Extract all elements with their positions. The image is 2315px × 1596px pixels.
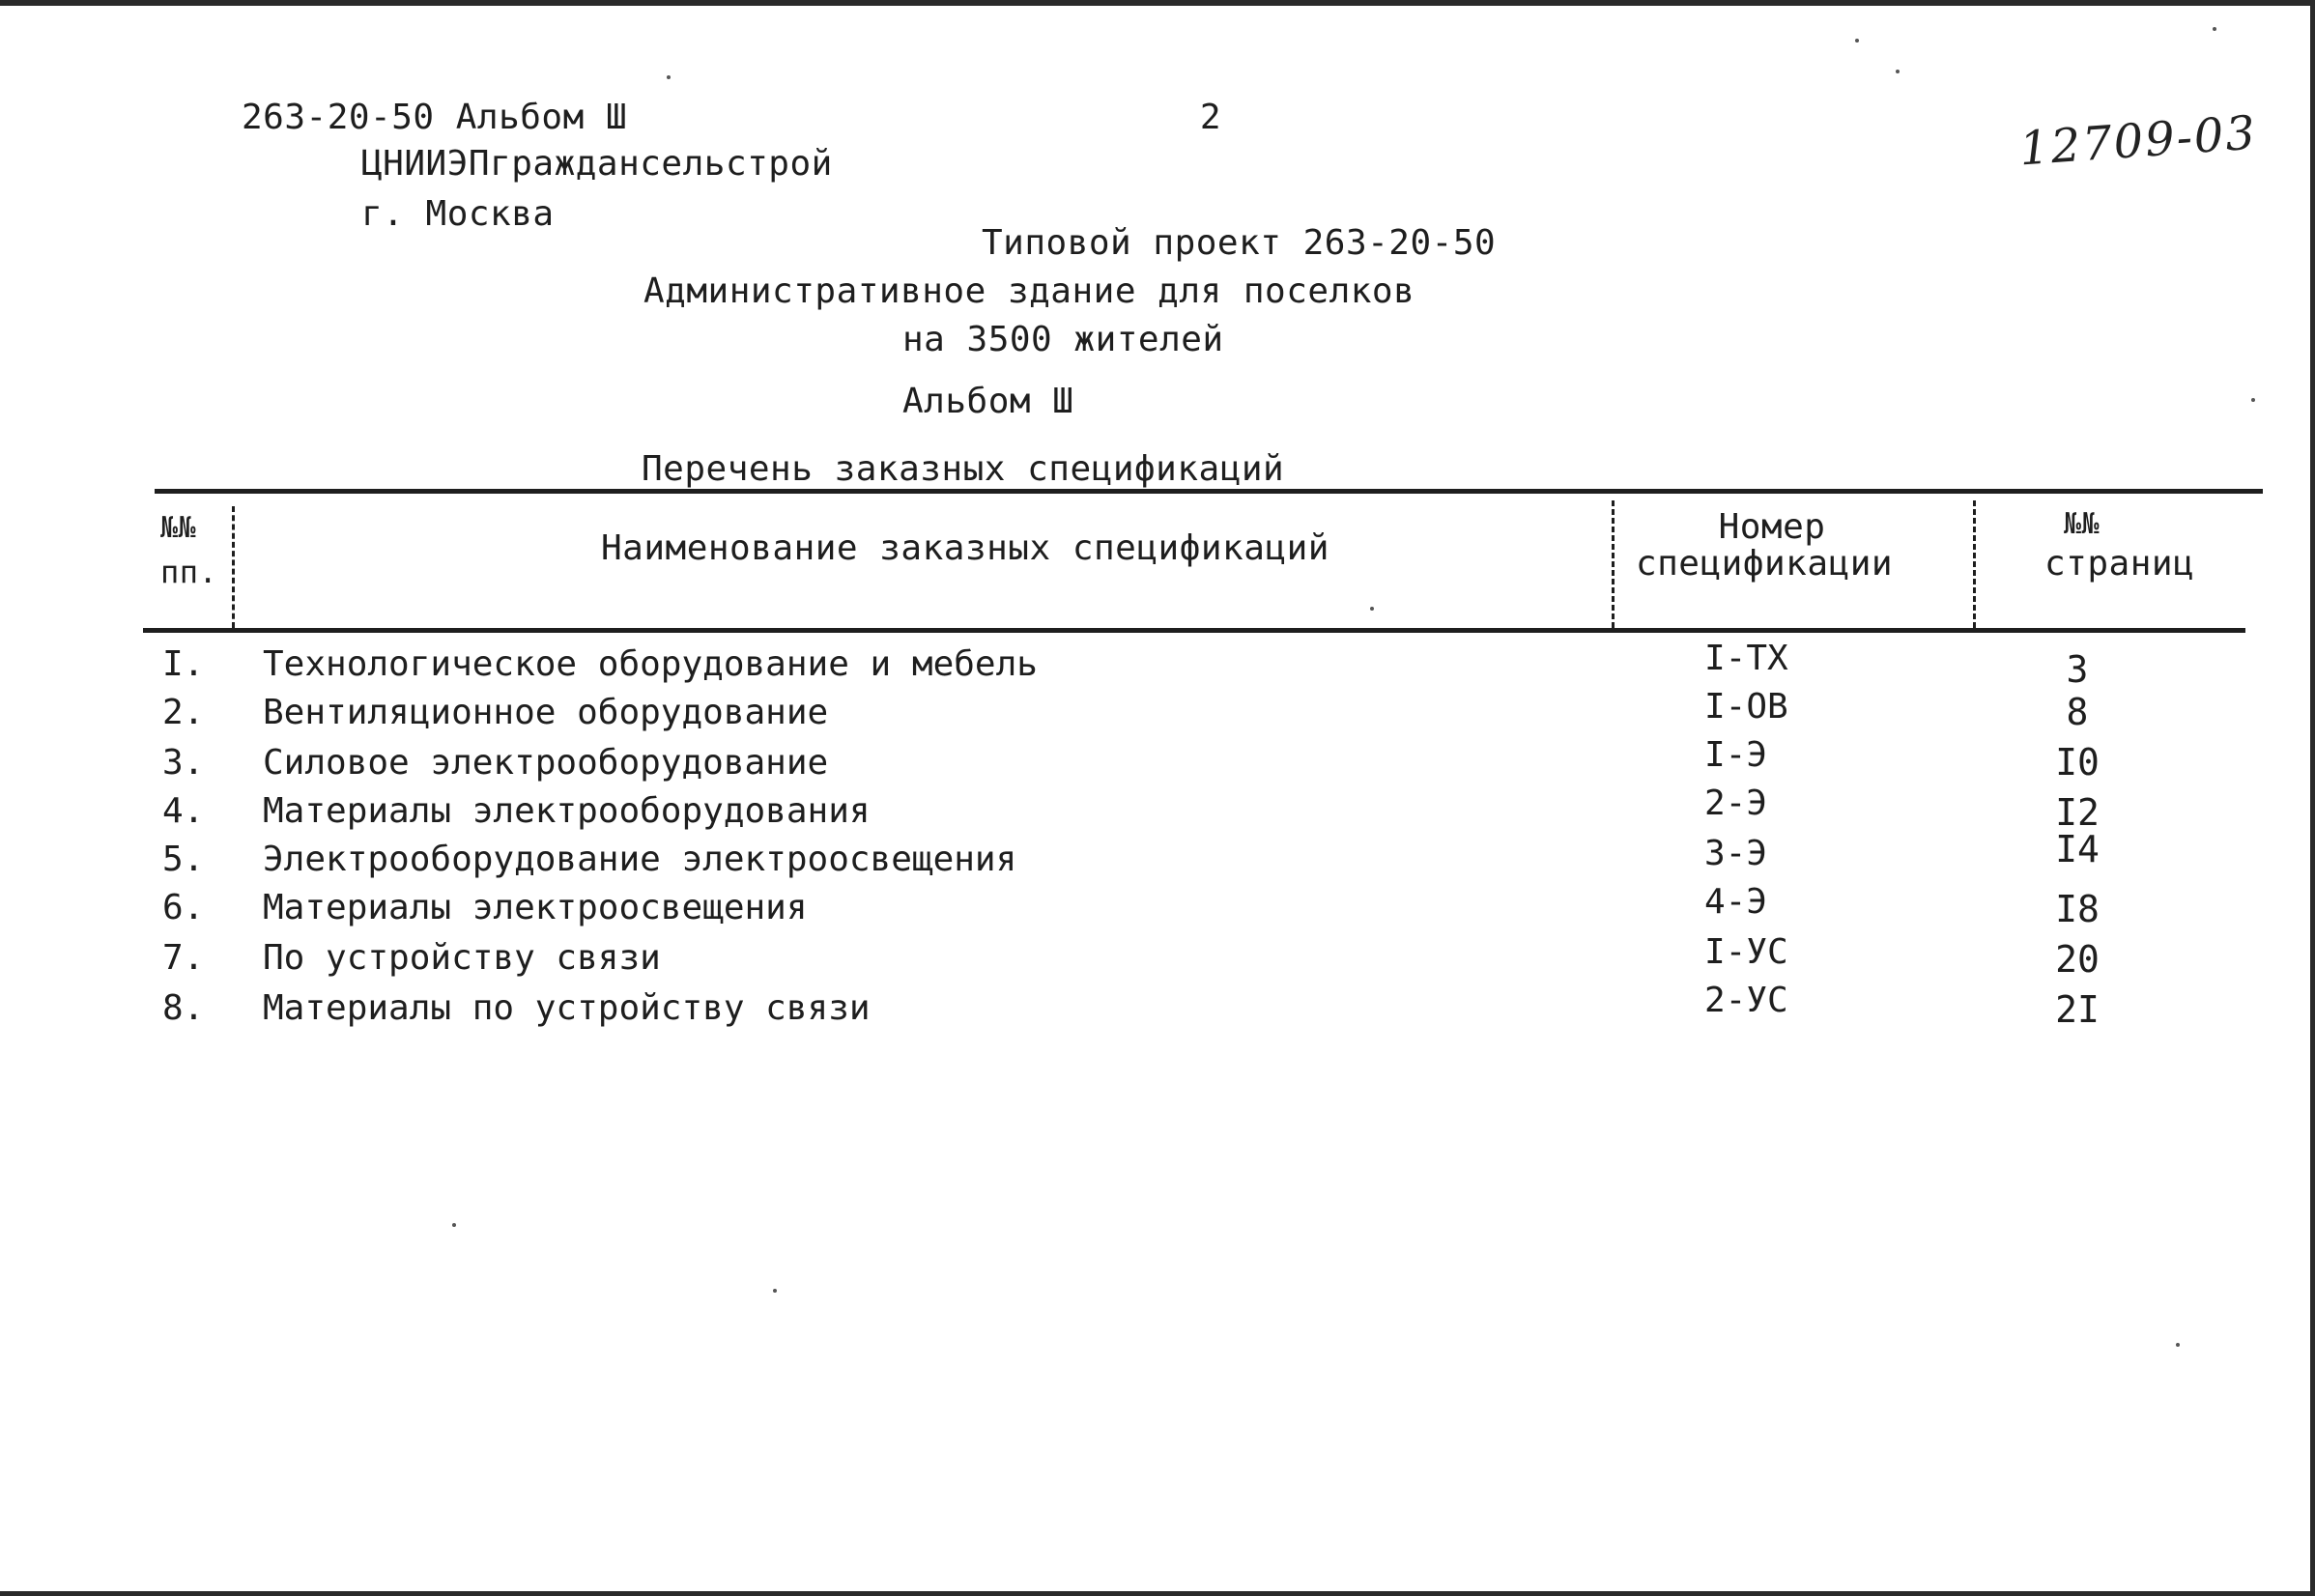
row-name: Технологическое оборудование и мебель	[263, 644, 1038, 684]
column-header-num-line1: №№	[160, 511, 197, 545]
column-header-spec-line1: Номер	[1718, 507, 1826, 547]
list-title: Перечень заказных спецификаций	[642, 449, 1285, 489]
scan-speck	[2176, 1343, 2180, 1347]
scan-speck	[773, 1289, 777, 1293]
scan-speck	[1370, 607, 1374, 611]
row-page: 2I	[2055, 988, 2100, 1031]
row-page: I4	[2055, 828, 2100, 870]
series-album-label: 263-20-50 Альбом Ш	[242, 98, 628, 137]
table-header-bottom-rule	[143, 628, 2245, 633]
project-line: Типовой проект 263-20-50	[982, 223, 1497, 263]
row-name: Материалы электрооборудования	[263, 791, 871, 831]
row-number: 2.	[162, 693, 205, 732]
row-number: 3.	[162, 743, 205, 783]
column-header-pages-line1: №№	[2064, 507, 2101, 541]
scan-speck	[667, 75, 671, 79]
page-number: 2	[1199, 98, 1222, 137]
scan-speck	[452, 1223, 456, 1227]
row-name: По устройству связи	[263, 938, 661, 978]
inventory-number: 12709-03	[2017, 105, 2259, 177]
organization-name: ЦНИИЭПграждансельстрой	[361, 144, 833, 184]
row-number: 7.	[162, 938, 205, 978]
column-header-spec-line2: спецификации	[1635, 544, 1894, 584]
row-spec-number: 4-Э	[1704, 882, 1768, 922]
scan-speck	[1855, 39, 1859, 43]
row-spec-number: I-ТХ	[1704, 639, 1788, 678]
row-spec-number: 2-Э	[1704, 784, 1768, 823]
column-divider-2	[1612, 500, 1615, 628]
row-spec-number: I-ОВ	[1704, 687, 1788, 727]
city-name: г. Москва	[361, 194, 555, 234]
row-number: 8.	[162, 988, 205, 1028]
row-page: I8	[2055, 888, 2100, 930]
row-number: 5.	[162, 840, 205, 879]
row-number: I.	[162, 644, 205, 684]
building-title-line1: Административное здание для поселков	[643, 271, 1415, 311]
row-page: I2	[2055, 791, 2100, 834]
row-spec-number: I-Э	[1704, 735, 1768, 775]
table-top-rule	[155, 489, 2263, 494]
row-name: Материалы электроосвещения	[263, 888, 808, 927]
row-spec-number: I-УС	[1704, 932, 1788, 972]
column-header-pages-line2: страниц	[2044, 544, 2195, 584]
row-number: 4.	[162, 791, 205, 831]
column-divider-1	[232, 506, 235, 628]
row-name: Материалы по устройству связи	[263, 988, 871, 1028]
row-number: 6.	[162, 888, 205, 927]
scan-speck	[2251, 398, 2255, 402]
scan-edge-top	[0, 0, 2315, 6]
row-page: 3	[2066, 648, 2089, 691]
column-header-name: Наименование заказных спецификаций	[601, 528, 1329, 568]
row-page: 20	[2055, 938, 2100, 981]
scan-speck	[2213, 27, 2216, 31]
scan-edge-right	[2310, 0, 2315, 1596]
row-name: Вентиляционное оборудование	[263, 693, 829, 732]
row-page: I0	[2055, 741, 2100, 784]
row-spec-number: 2-УС	[1704, 981, 1788, 1020]
scan-speck	[1896, 70, 1900, 73]
album-title: Альбом Ш	[902, 382, 1074, 421]
scan-edge-bottom	[0, 1591, 2315, 1596]
row-name: Силовое электрооборудование	[263, 743, 829, 783]
row-page: 8	[2066, 691, 2089, 733]
building-title-line2: на 3500 жителей	[902, 320, 1224, 359]
row-name: Электрооборудование электроосвещения	[263, 840, 1017, 879]
row-spec-number: 3-Э	[1704, 834, 1768, 873]
column-divider-3	[1973, 500, 1976, 628]
column-header-num-line2: пп.	[160, 554, 218, 590]
